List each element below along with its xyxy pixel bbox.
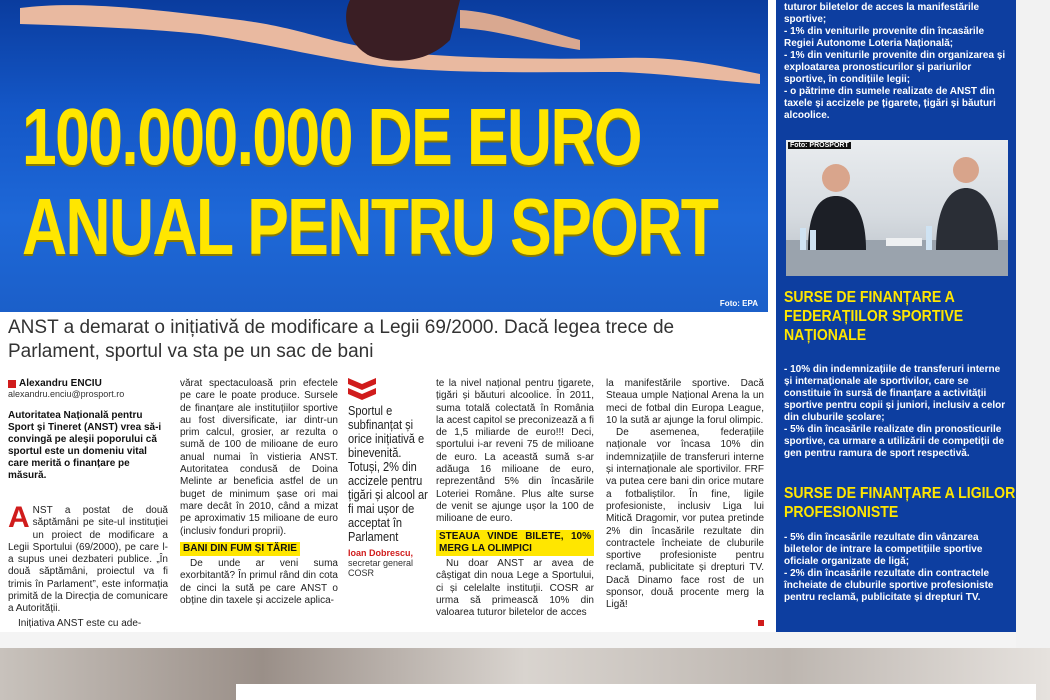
hero-banner — [0, 0, 768, 312]
right-margin — [1016, 0, 1050, 700]
sidebar-top-items: tuturor biletelor de acces la manifestările sportive; - 1% din veniturile provenite din încasările Regiei Autonome Loteria Națională; - 1% din veniturile provenite din organizarea și exploatarea pronosticurilor și pariurilor sportive, în condițiile legii; - o pătrime din sumele realizate de ANST din taxele și accizele pe țigarete, țigări și băuturi alcoolice. — [784, 2, 1006, 121]
end-mark — [758, 620, 764, 626]
next-article-photo — [0, 648, 1050, 700]
quote-text: Sportul e subfinanțat și orice inițiativă e binevenită. Totuși, 2% din accizele pentru țigări și alcool ar fi mai ușor de acceptat în Parlament — [348, 403, 428, 544]
sidebar — [776, 0, 1016, 632]
author-email[interactable]: alexandru.enciu@prosport.ro — [8, 389, 125, 399]
article-column-1 — [8, 501, 168, 630]
col3-text-2: Nu doar ANST ar avea de câștigat din noua Lege a Sportului, ci și celelalte instituții. COSR ar urma să primească 10% din valoarea tuturor biletelor de acces — [436, 558, 594, 619]
author-name-text: Alexandru ENCIU — [19, 378, 102, 389]
sidebar-heading-federatii — [784, 288, 983, 345]
subhead-bani: BANI DIN FUM ȘI TĂRIE — [180, 542, 300, 556]
article-column-3 — [436, 378, 594, 620]
page-separator — [0, 632, 1016, 648]
sidebar-photo — [786, 140, 1008, 276]
subhead-steaua: STEAUA VINDE BILETE, 10% MERG LA OLIMPICI — [436, 530, 594, 557]
col2-text-2: De unde ar veni suma exorbitantă? În primul rând din cota de cinci la sută pe care ANST o obține din taxele și accizele aplica- — [180, 558, 338, 607]
sidebar-heading-1-line-3: NAȚIONALE — [784, 327, 867, 344]
sidebar-items-ligi: - 5% din încasările rezultate din vânzarea biletelor de intrare la competițiile sportive oficiale organizate de ligă; - 2% din încasările rezultate din contractele încheiate de cluburile sportive profesioniste pentru reclamă, publicitate și drepturi TV. — [784, 532, 994, 603]
sidebar-heading-2-line-2: PROFESIONISTE — [784, 504, 899, 521]
article-column-4 — [606, 378, 764, 612]
intro: Autoritatea Națională pentru Sport și Tineret (ANST) vrea să-i convingă pe aleșii poporului că sportul este un domeniu vital care merită o finanțare pe măsură. — [8, 410, 162, 481]
sidebar-heading-2-line-1: SURSE DE FINANȚARE A LIGILOR — [784, 485, 1016, 502]
sidebar-items-federatii: - 10% din indemnizațiile de transferuri interne și internaționale ale sportivilor, care se constituie în sursă de finanțare a activității sportive pentru copii și juniori, inclusiv a celor din cluburile școlare; - 5% din încasările realizate din pronosticurile sportive, ca urmare a utilizării de competiții de gen pentru ramura de sport respectivă. — [784, 364, 1006, 459]
col4-text-2: De asemenea, federațiile naționale vor încasa 10% din indemnizațiile de transferuri interne și internaționale ale sportivilor. FRF va putea cere bani din orice mutare a fotbaliștilor. În fine, ligile profesioniste, inclusiv Liga lui Mitică Dragomir, vor putea pretinde 2% din încasările rezultate din contractele încheiate de cluburile sportive profesioniste pentru reclamă, publicitate și drepturi TV. Dacă Dinamo face rost de un sponsor, două procente merg la Ligă! — [606, 427, 764, 611]
sidebar-heading-ligi — [784, 484, 1016, 522]
byline — [8, 378, 178, 399]
sidebar-heading-1-line-1: SURSE DE FINANȚARE A — [784, 289, 955, 306]
quote-role: secretar general COSR — [348, 558, 414, 578]
quote-author: Ioan Dobrescu, — [348, 548, 414, 558]
col2-text-1: vărat spectaculoasă prin efectele pe care le poate produce. Sursele de finanțare ale instituțiilor sportive au fost diversificate, iar dintr-un prim calcul, grosier, ar rezulta o sumă de 100 de milioane de euro anual numai în vistieria ANST. Autoritatea condusă de Doina Melinte ar beneficia astfel de un buget de minimum șase ori mai mare decât în 2010, când a mizat pe aproximativ 15 milioane de euro (inclusiv fonduri proprii). — [180, 378, 338, 537]
sidebar-heading-1-line-2: FEDERAȚIILOR SPORTIVE — [784, 308, 964, 325]
col3-text-1: te la nivel național pentru țigarete, țigări și băuturi alcoolice. În 2011, suma totală colectată în România la acest capitol se preconizează a fi de 1,5 miliarde de euro!!! Deci, sportului i-ar reveni 75 de milioane de euro. La această sumă s-ar adăuga 16 milioane de euro, reprezentând 5% din încasările Loteriei Române. Plus alte surse de venit se ajunge ușor la 100 de milioane de euro. — [436, 378, 594, 525]
author-name — [8, 378, 178, 389]
red-square-icon — [8, 380, 16, 388]
col1-text: NST a postat de două săptămâni pe site-ul instituției un proiect de modificare a Legii Sportului (69/2000), pe care l-a supus unei dezbateri publice. „În două săptămâni, proiectul va fi trimis în Parlament”, este informația primită de la Direcția de comunicare a Autorității. — [8, 505, 168, 615]
col4-text-1: la manifestările sportive. Dacă Steaua umple Național Arena la un meci de fotbal din Europa League, 10 la sută ar ajunge la forul olimpic. — [606, 378, 764, 426]
lede: ANST a demarat o inițiativă de modificare a Legii 69/2000. Dacă legea trece de Parlament, sportul va sta pe un sac de bani — [8, 317, 675, 362]
gymnast-photo — [20, 0, 760, 100]
headline — [22, 92, 718, 272]
next-article-box — [236, 684, 1036, 700]
article-column-2 — [180, 378, 338, 607]
dropcap: A — [8, 501, 30, 534]
chevron-quote-icon — [348, 378, 376, 400]
pull-quote — [348, 378, 428, 578]
officials-photo — [786, 140, 1008, 276]
headline-line-1: 100.000.000 DE EURO — [22, 92, 642, 181]
photo-credit: Foto: EPA — [719, 299, 758, 308]
col1-text-2: Inițiativa ANST este cu ade- — [18, 617, 142, 629]
sidebar-photo-credit: Foto: PROSPORT — [790, 142, 849, 149]
headline-line-2: ANUAL PENTRU SPORT — [22, 182, 718, 271]
